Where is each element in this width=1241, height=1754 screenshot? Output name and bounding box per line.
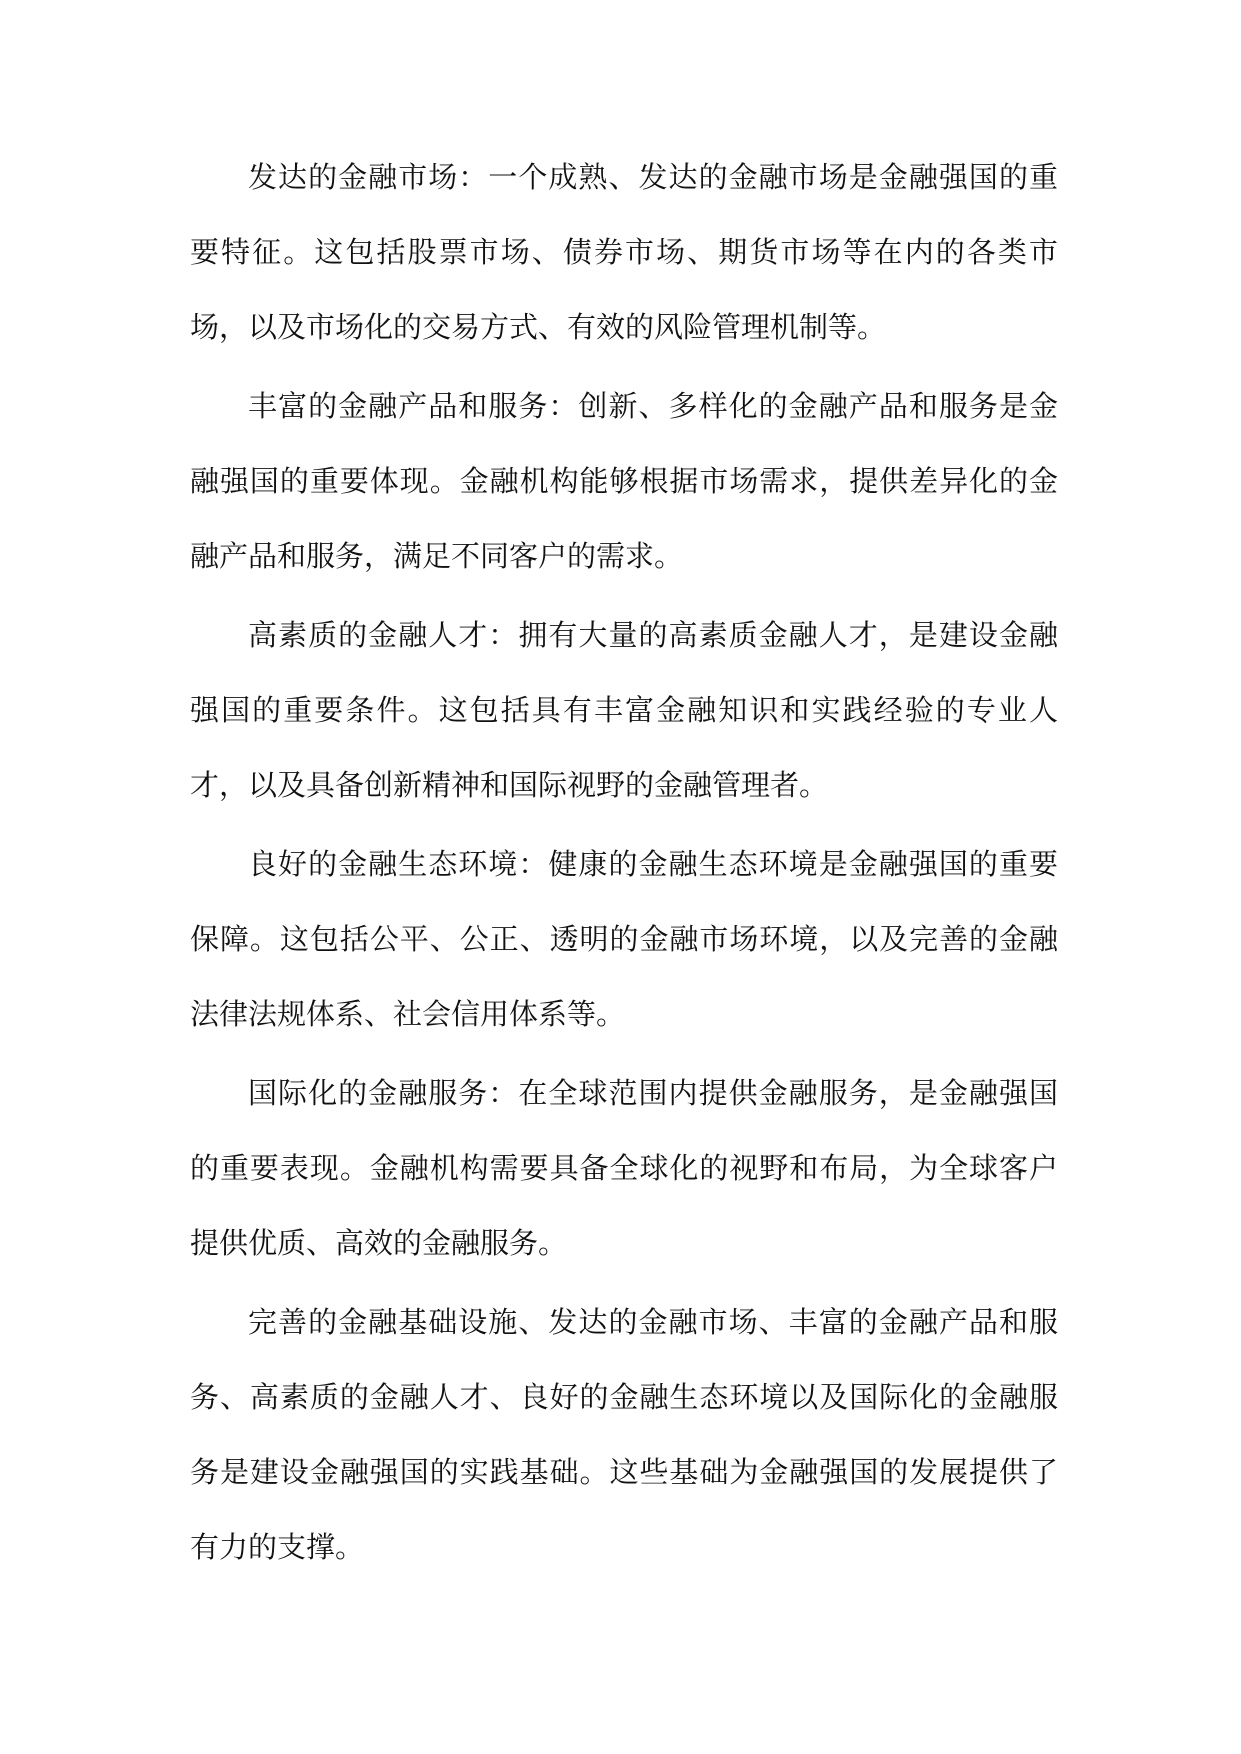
paragraph-summary: 完善的金融基础设施、发达的金融市场、丰富的金融产品和服务、高素质的金融人才、良好的金融生态环境以及国际化的金融服务是建设金融强国的实践基础。这些基础为金融强国的发展提供了有力的支撑。 [190, 1305, 1058, 1564]
paragraph-financial-ecosystem: 良好的金融生态环境：健康的金融生态环境是金融强国的重要保障。这包括公平、公正、透明的金融市场环境，以及完善的金融法律法规体系、社会信用体系等。 [190, 847, 1058, 1031]
paragraph-financial-talent: 高素质的金融人才：拥有大量的高素质金融人才，是建设金融强国的重要条件。这包括具有丰富金融知识和实践经验的专业人才，以及具备创新精神和国际视野的金融管理者。 [190, 618, 1058, 802]
paragraph-financial-market: 发达的金融市场：一个成熟、发达的金融市场是金融强国的重要特征。这包括股票市场、债券市场、期货市场等在内的各类市场，以及市场化的交易方式、有效的风险管理机制等。 [190, 160, 1058, 344]
paragraph-international-services: 国际化的金融服务：在全球范围内提供金融服务，是金融强国的重要表现。金融机构需要具备全球化的视野和布局，为全球客户提供优质、高效的金融服务。 [190, 1076, 1058, 1260]
document-body [190, 140, 1058, 1589]
paragraph-financial-products: 丰富的金融产品和服务：创新、多样化的金融产品和服务是金融强国的重要体现。金融机构能够根据市场需求，提供差异化的金融产品和服务，满足不同客户的需求。 [190, 389, 1058, 573]
